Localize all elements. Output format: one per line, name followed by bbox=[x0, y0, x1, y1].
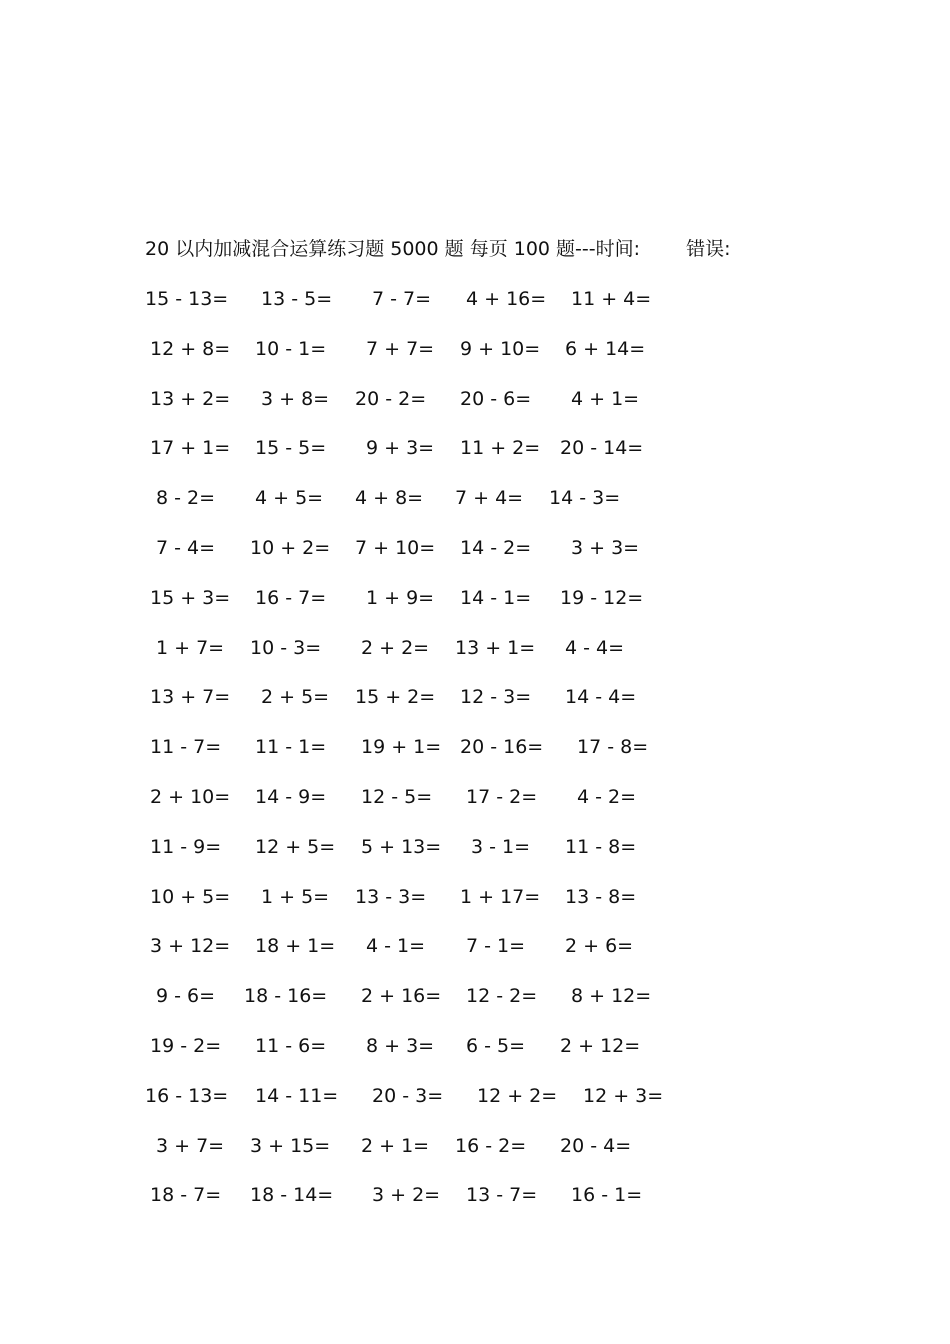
math-problem: 5 + 13= bbox=[361, 835, 442, 858]
math-problem: 10 - 1= bbox=[255, 337, 327, 360]
math-problem: 4 - 1= bbox=[366, 935, 426, 958]
math-problem: 16 - 2= bbox=[455, 1134, 527, 1157]
math-problem: 2 + 6= bbox=[565, 935, 634, 958]
math-problem: 20 - 6= bbox=[460, 387, 532, 410]
math-problem: 14 - 2= bbox=[460, 537, 532, 559]
problem-row bbox=[0, 832, 950, 862]
math-problem: 11 + 2= bbox=[460, 437, 541, 460]
math-problem: 14 - 1= bbox=[460, 586, 532, 609]
math-problem: 4 + 8= bbox=[355, 487, 424, 510]
math-problem: 11 - 8= bbox=[565, 835, 637, 858]
math-problem: 3 + 12= bbox=[150, 935, 231, 958]
math-problem: 4 - 4= bbox=[565, 636, 625, 659]
math-problem: 7 + 10= bbox=[355, 537, 436, 559]
math-problem: 15 - 5= bbox=[255, 437, 327, 460]
problem-row bbox=[0, 1180, 950, 1210]
math-problem: 19 + 1= bbox=[361, 736, 442, 759]
math-problem: 16 - 1= bbox=[571, 1184, 643, 1207]
problem-row bbox=[0, 334, 950, 364]
math-problem: 3 + 8= bbox=[261, 387, 330, 410]
math-problem: 9 - 6= bbox=[156, 985, 216, 1008]
math-problem: 3 + 3= bbox=[571, 537, 640, 559]
math-problem: 15 - 13= bbox=[145, 288, 229, 310]
problem-row bbox=[0, 1031, 950, 1061]
problem-row bbox=[0, 732, 950, 762]
math-problem: 2 + 10= bbox=[150, 786, 231, 808]
problem-row bbox=[0, 782, 950, 812]
math-problem: 17 - 8= bbox=[577, 736, 649, 759]
math-problem: 3 + 7= bbox=[156, 1134, 225, 1157]
math-problem: 20 - 2= bbox=[355, 387, 427, 410]
math-problem: 12 + 2= bbox=[477, 1084, 558, 1107]
math-problem: 14 - 9= bbox=[255, 786, 327, 808]
math-problem: 14 - 11= bbox=[255, 1084, 339, 1107]
math-problem: 15 + 3= bbox=[150, 586, 231, 609]
problem-row bbox=[0, 633, 950, 663]
math-problem: 2 + 12= bbox=[560, 1035, 641, 1057]
math-problem: 13 + 2= bbox=[150, 387, 231, 410]
math-problem: 17 - 2= bbox=[466, 786, 538, 808]
math-problem: 6 - 5= bbox=[466, 1035, 526, 1057]
math-problem: 7 + 4= bbox=[455, 487, 524, 510]
math-problem: 2 + 16= bbox=[361, 985, 442, 1008]
math-problem: 11 - 6= bbox=[255, 1035, 327, 1057]
math-problem: 13 + 1= bbox=[455, 636, 536, 659]
math-problem: 9 + 10= bbox=[460, 337, 541, 360]
math-problem: 13 - 7= bbox=[466, 1184, 538, 1207]
math-problem: 13 + 7= bbox=[150, 686, 231, 709]
math-problem: 15 + 2= bbox=[355, 686, 436, 709]
problem-row bbox=[0, 1131, 950, 1161]
math-problem: 18 + 1= bbox=[255, 935, 336, 958]
problem-row bbox=[0, 931, 950, 961]
math-problem: 11 - 7= bbox=[150, 736, 222, 759]
math-problem: 1 + 7= bbox=[156, 636, 225, 659]
math-problem: 1 + 17= bbox=[460, 885, 541, 908]
math-problem: 3 + 2= bbox=[372, 1184, 441, 1207]
problem-row bbox=[0, 682, 950, 712]
math-problem: 2 + 5= bbox=[261, 686, 330, 709]
math-problem: 14 - 4= bbox=[565, 686, 637, 709]
math-problem: 16 - 7= bbox=[255, 586, 327, 609]
math-problem: 7 - 4= bbox=[156, 537, 216, 559]
math-problem: 8 + 12= bbox=[571, 985, 652, 1008]
math-problem: 12 + 8= bbox=[150, 337, 231, 360]
math-problem: 7 - 7= bbox=[372, 288, 432, 310]
problem-row bbox=[0, 533, 950, 563]
problem-row bbox=[0, 882, 950, 912]
problem-row bbox=[0, 583, 950, 613]
math-problem: 18 - 7= bbox=[150, 1184, 222, 1207]
math-problem: 4 + 1= bbox=[571, 387, 640, 410]
math-problem: 20 - 14= bbox=[560, 437, 644, 460]
math-problem: 3 - 1= bbox=[471, 835, 531, 858]
math-problem: 19 - 12= bbox=[560, 586, 644, 609]
math-problem: 1 + 5= bbox=[261, 885, 330, 908]
math-problem: 20 - 3= bbox=[372, 1084, 444, 1107]
problem-row bbox=[0, 981, 950, 1011]
math-problem: 9 + 3= bbox=[366, 437, 435, 460]
math-problem: 11 + 4= bbox=[571, 288, 652, 310]
math-problem: 20 - 16= bbox=[460, 736, 544, 759]
math-problem: 13 - 8= bbox=[565, 885, 637, 908]
math-problem: 10 - 3= bbox=[250, 636, 322, 659]
math-problem: 1 + 9= bbox=[366, 586, 435, 609]
worksheet-title: 20 以内加减混合运算练习题 5000 题 每页 100 题---时间: bbox=[145, 238, 641, 260]
problem-row bbox=[0, 483, 950, 513]
math-problem: 6 + 14= bbox=[565, 337, 646, 360]
problem-row bbox=[0, 284, 950, 314]
math-problem: 7 - 1= bbox=[466, 935, 526, 958]
math-problem: 8 - 2= bbox=[156, 487, 216, 510]
math-problem: 12 - 2= bbox=[466, 985, 538, 1008]
math-problem: 12 - 5= bbox=[361, 786, 433, 808]
worksheet-header bbox=[145, 236, 730, 262]
errors-label: 错误: bbox=[686, 238, 731, 260]
math-problem: 4 + 16= bbox=[466, 288, 547, 310]
math-problem: 14 - 3= bbox=[549, 487, 621, 510]
problem-row bbox=[0, 384, 950, 414]
math-problem: 7 + 7= bbox=[366, 337, 435, 360]
math-problem: 12 + 3= bbox=[583, 1084, 664, 1107]
math-problem: 13 - 5= bbox=[261, 288, 333, 310]
problem-row bbox=[0, 433, 950, 463]
math-problem: 19 - 2= bbox=[150, 1035, 222, 1057]
math-problem: 10 + 5= bbox=[150, 885, 231, 908]
math-problem: 8 + 3= bbox=[366, 1035, 435, 1057]
math-problem: 13 - 3= bbox=[355, 885, 427, 908]
math-problem: 17 + 1= bbox=[150, 437, 231, 460]
math-problem: 4 + 5= bbox=[255, 487, 324, 510]
math-problem: 11 - 1= bbox=[255, 736, 327, 759]
math-problem: 12 - 3= bbox=[460, 686, 532, 709]
math-problem: 18 - 16= bbox=[244, 985, 328, 1008]
math-problem: 2 + 2= bbox=[361, 636, 430, 659]
problem-row bbox=[0, 1081, 950, 1111]
math-problem: 20 - 4= bbox=[560, 1134, 632, 1157]
math-problem: 16 - 13= bbox=[145, 1084, 229, 1107]
math-problem: 2 + 1= bbox=[361, 1134, 430, 1157]
math-problem: 3 + 15= bbox=[250, 1134, 331, 1157]
math-problem: 10 + 2= bbox=[250, 537, 331, 559]
math-problem: 18 - 14= bbox=[250, 1184, 334, 1207]
math-problem: 11 - 9= bbox=[150, 835, 222, 858]
math-problem: 4 - 2= bbox=[577, 786, 637, 808]
math-problem: 12 + 5= bbox=[255, 835, 336, 858]
